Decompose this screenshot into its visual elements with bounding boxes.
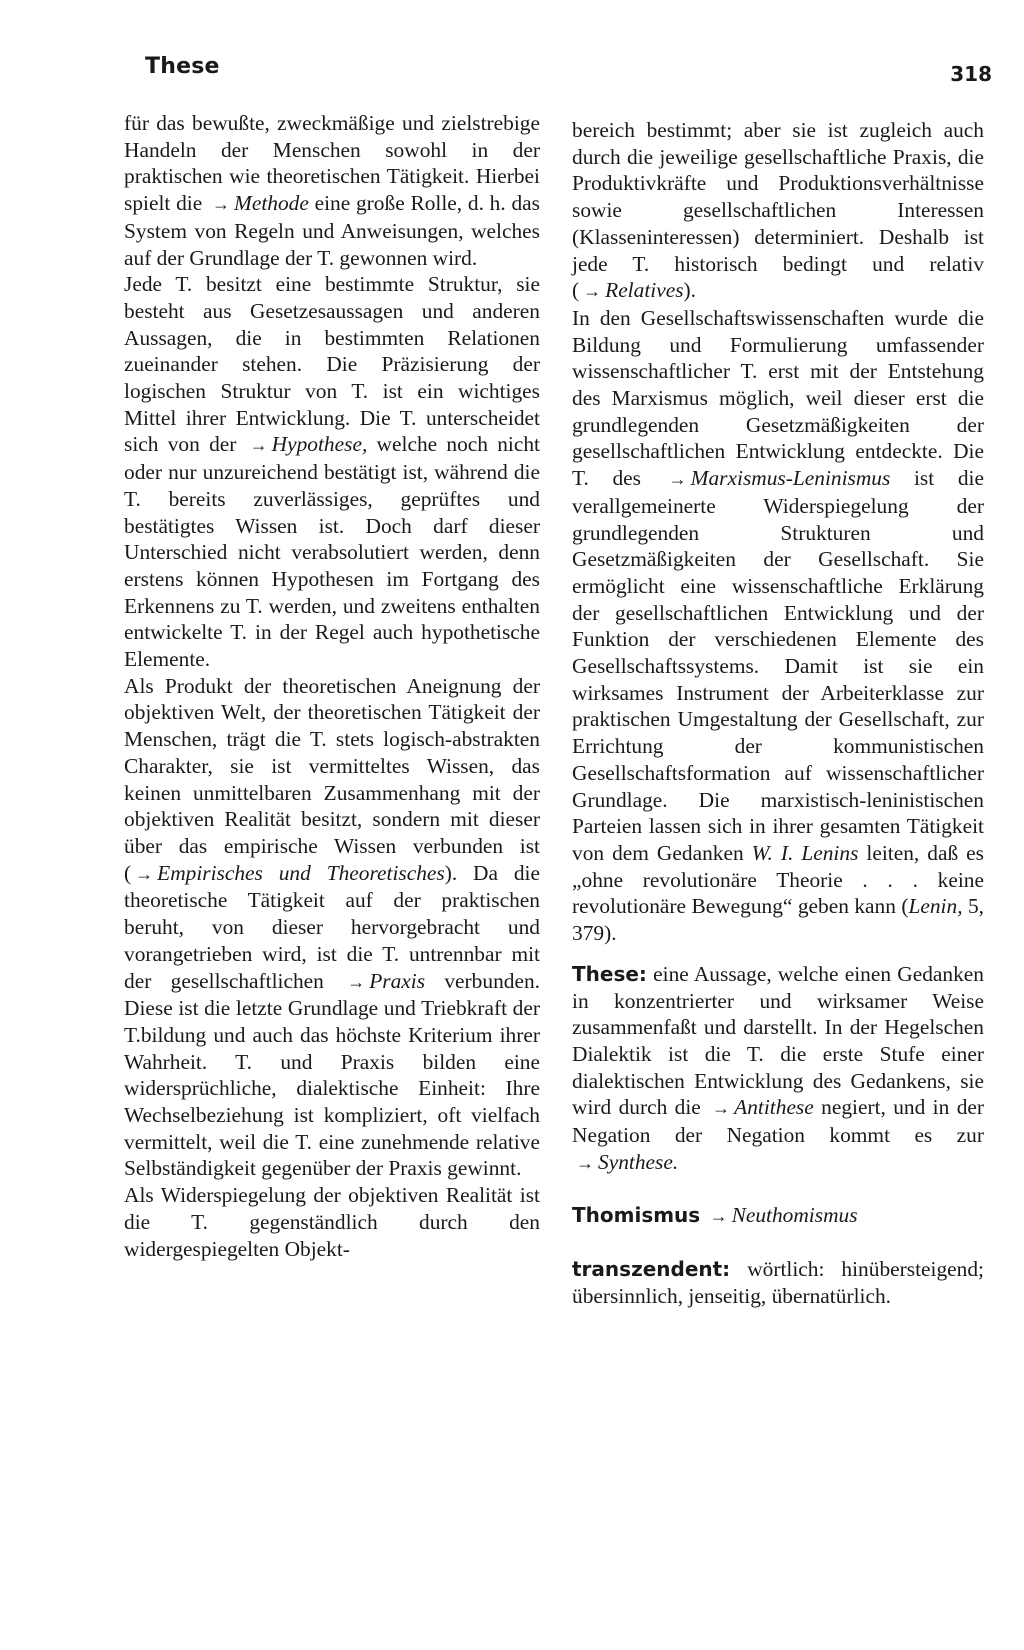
right-column — [572, 117, 984, 1310]
cross-reference-arrow-icon: → — [347, 971, 366, 992]
cross-reference-term: Praxis — [369, 968, 426, 993]
text-run: ). Da die theoretische Tätigkeit auf der praktischen beruht, von dieser hervorgebracht und vorangetrieben wird, ist die T. untrennbar mit der gesellschaftlichen — [124, 860, 540, 993]
cross-reference-term: Hypothese, — [271, 432, 368, 457]
cross-reference-arrow-icon: → — [249, 435, 268, 456]
cross-reference-term: Marxismus-Leninismus — [690, 466, 891, 491]
text-run: verbunden. Diese ist die letzte Grundlage und Triebkraft der T.bildung und auch das höchste Kriterium ihrer Wahrheit. T. und Praxis bilden eine widersprüchliche, dialektische Einheit: Ihre Wechselbeziehung ist kompliziert, oft vielfach vermittelt, weil die T. eine zunehmende relative Selbständigkeit gegenüber der Praxis gewinnt. — [124, 968, 540, 1181]
headword: Thomismus — [572, 1203, 701, 1228]
cross-reference-term: Neuthomismus — [731, 1203, 858, 1228]
headword: These: — [572, 961, 647, 986]
entry-these — [572, 961, 984, 1177]
text-run: bereich bestimmt; aber sie ist zugleich auch durch die jeweilige gesellschaftliche Praxis, die Produktivkräfte und Produktionsverhältnisse sowie gesellschaftlichen Interessen (Klasseninteressen) determiniert. Deshalb ist jede T. historisch bedingt und relativ ( — [572, 118, 984, 303]
cross-reference-arrow-icon: → — [212, 194, 230, 215]
text-run: In den Gesellschaftswissenschaften wurde die Bildung und Formulierung umfassender wissenschaftlicher T. erst mit der Entstehung des Marxismus möglich, weil dieser erst die grundlegenden Gesetzmäßigkeiten der gesellschaftlichen Entwicklung entdeckte. Die T. des — [572, 305, 984, 491]
text-run: Als Produkt der theoretischen Aneignung der objektiven Welt, der theoretischen Tätigkeit der Menschen, trägt die T. stets logisch-abstrakten Charakter, sie ist vermitteltes Wissen, das keinen unmittelbaren Zusammenhang mit der objektiven Realität besitzt, sondern mit dieser über das empirische Wissen verbunden ist ( — [124, 673, 540, 885]
cross-reference-term: Methode — [234, 191, 309, 216]
paragraph — [572, 305, 984, 947]
entry-transzendent — [572, 1256, 984, 1309]
text-run: eine Aussage, welche einen Gedanken in konzentrierter und wirksamer Weise zusammenfaßt und darstellt. In der Hegelschen Dialektik ist die T. die erste Stufe einer dialektischen Entwicklung des Gedankens, sie wird durch die — [572, 961, 984, 1120]
text-run: Als Widerspiegelung der objektiven Realität ist die T. gegenständlich durch den widergespiegelten Objekt- — [124, 1183, 540, 1261]
cross-reference-term: W. I. Lenins — [751, 840, 859, 865]
cross-reference-term: Empirisches und Theoretisches — [157, 860, 445, 885]
cross-reference-arrow-icon: → — [583, 281, 602, 302]
headword: transzendent: — [572, 1257, 731, 1282]
text-run: 5, 379). — [572, 894, 985, 946]
text-run: eine große Rolle, d. h. das System von Regeln und Anweisungen, welches auf der Grundlage der T. gewonnen wird. — [124, 191, 540, 270]
cross-reference-term: Relatives — [605, 278, 684, 303]
text-run: leiten, daß es „ohne revolutionäre Theorie . . . keine revolutionäre Bewegung“ geben kann ( — [572, 840, 984, 919]
cross-reference-arrow-icon: → — [712, 1098, 731, 1119]
text-run: welche noch nicht oder nur unzureichend bestätigt ist, während die T. bereits zuverlässiges, geprüftes und bestätigtes Wissen ist. Doch darf dieser Unterschied nicht verabsolutiert werden, denn erstens können Hypothesen im Fortgang des Erkennens zu T. werden, und zweitens enthalten entwickelte T. in der Regel auch hypothetische Elemente. — [124, 432, 541, 672]
text-run: Jede T. besitzt eine bestimmte Struktur, sie besteht aus Gesetzesaussagen und anderen Aussagen, die in bestimmten Relationen zueinander stehen. Die Präzisierung der logischen Struktur von T. ist ein wichtiges Mittel ihrer Entwicklung. Die T. unterscheidet sich von der — [124, 272, 540, 457]
cross-reference-arrow-icon: → — [709, 1206, 728, 1227]
cross-reference-term: Lenin, — [908, 894, 963, 919]
cross-reference-arrow-icon: → — [135, 863, 154, 884]
paragraph — [124, 110, 540, 271]
text-run: ). — [683, 278, 697, 303]
left-column — [124, 110, 540, 1262]
cross-reference-arrow-icon: → — [576, 1152, 594, 1173]
paragraph — [124, 1182, 540, 1262]
cross-reference-arrow-icon: → — [668, 469, 687, 490]
entry-thomismus — [572, 1202, 984, 1230]
paragraph — [124, 271, 540, 673]
text-run: für das bewußte, zweckmäßige und zielstrebige Handeln der Menschen sowohl in der praktischen wie theoretischen Tätigkeit. Hierbei spielt die — [124, 111, 540, 216]
text-run: wörtlich: hinübersteigend; übersinnlich, jenseitig, übernatürlich. — [572, 1257, 984, 1308]
text-run: negiert, und in der Negation der Negation kommt es zur — [572, 1095, 985, 1148]
cross-reference-term: Antithese — [734, 1095, 814, 1120]
paragraph — [124, 673, 540, 1182]
running-head: These — [145, 54, 220, 79]
cross-reference-term: Synthese. — [598, 1149, 679, 1174]
text-run: ist die verallgemeinerte Widerspiegelung der grundlegenden Strukturen und Gesetzmäßigkeiten der Gesellschaft. Sie ermöglicht eine wissenschaftliche Erklärung der gesellschaftlichen Entwicklung und der Funktion der verschiedenen Elemente des Gesellschaftssystems. Damit ist sie ein wirksames Instrument der Arbeiterklasse zur praktischen Umgestaltung der Gesellschaft, zur Errichtung der kommunistischen Gesellschaftsformation auf wissenschaftlicher Grundlage. Die marxistisch-leninistischen Parteien lassen sich in ihrer gesamten Tätigkeit von dem Gedanken — [572, 466, 984, 865]
paragraph — [572, 117, 984, 305]
text-run — [700, 1203, 705, 1227]
page-number: 318 — [950, 62, 992, 86]
